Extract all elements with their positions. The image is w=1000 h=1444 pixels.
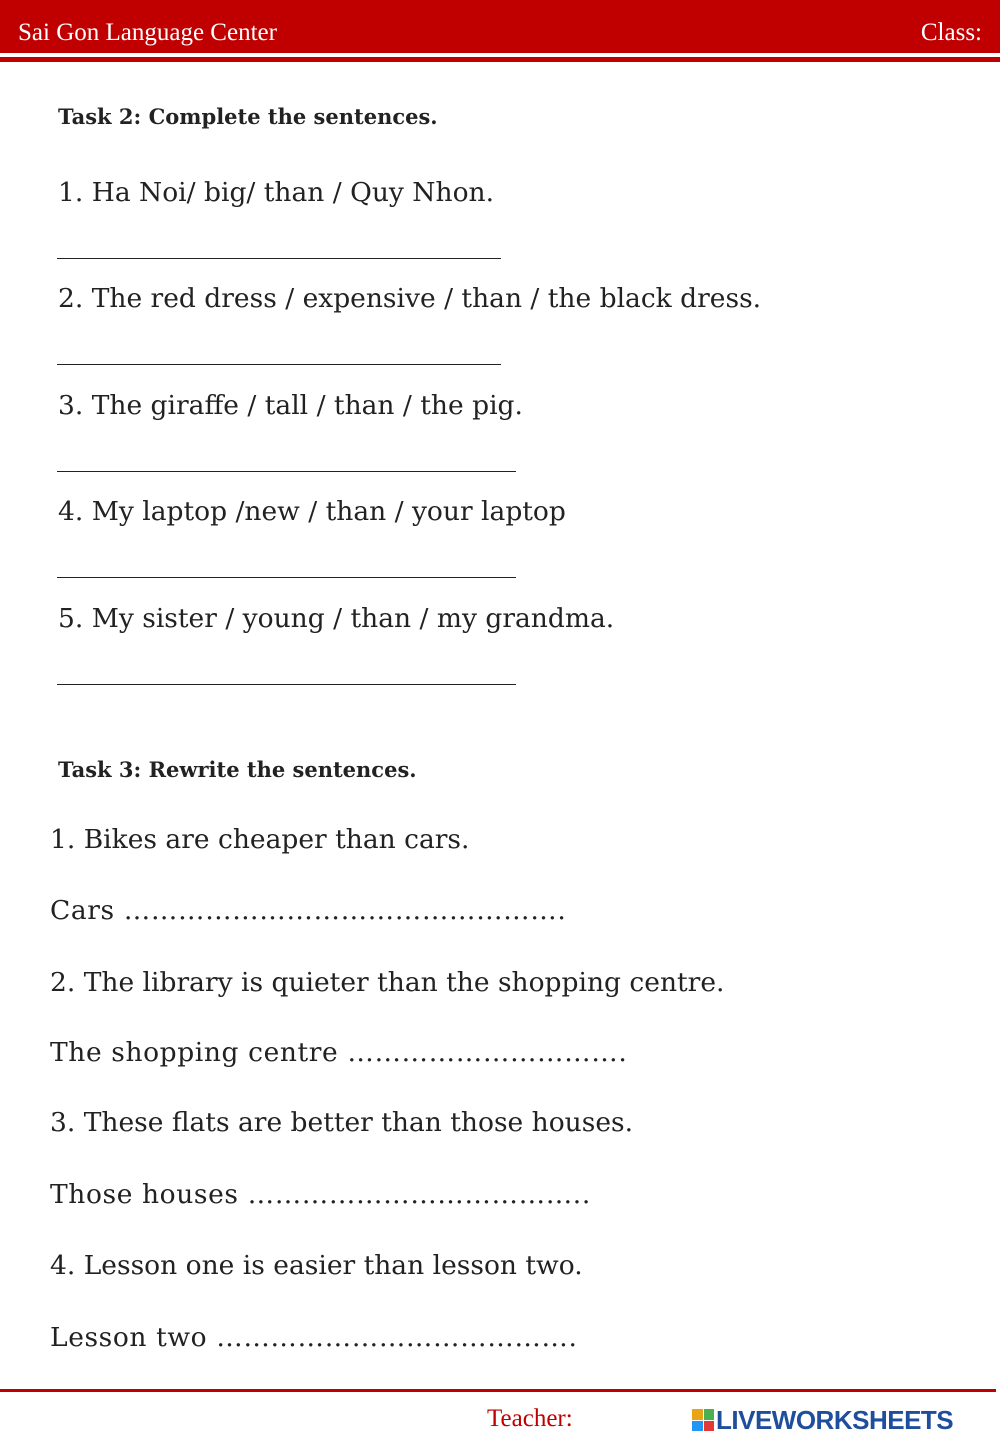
task3-item-2-prompt[interactable]: The shopping centre …………………………. [50, 1037, 628, 1068]
task2-answer-line-2[interactable] [57, 364, 501, 365]
task2-answer-line-5[interactable] [57, 684, 516, 685]
task3-item-4-prompt[interactable]: Lesson two …………………………………. [50, 1322, 578, 1353]
class-label: Class: [920, 19, 982, 46]
task3-item-2-sentence: 2. The library is quieter than the shopping centre. [50, 967, 725, 998]
task3-item-4-sentence: 4. Lesson one is easier than lesson two. [50, 1250, 583, 1281]
task3-item-1-prompt[interactable]: Cars …………………………………………. [50, 895, 567, 926]
task3-item-1-sentence: 1. Bikes are cheaper than cars. [50, 824, 470, 855]
footer-divider [0, 1389, 996, 1392]
task2-answer-line-3[interactable] [57, 471, 516, 472]
task3-item-3-prompt[interactable]: Those houses ……………………………….. [50, 1179, 591, 1210]
task3-title: Task 3: Rewrite the sentences. [58, 757, 417, 782]
task3-item-3-sentence: 3. These flats are better than those houses. [50, 1107, 634, 1138]
task2-item-1: 1. Ha Noi/ big/ than / Quy Nhon. [58, 177, 495, 208]
teacher-label: Teacher: [487, 1405, 573, 1432]
task2-item-4: 4. My laptop /new / than / your laptop [58, 496, 566, 527]
task2-answer-line-4[interactable] [57, 577, 516, 578]
task2-item-5: 5. My sister / young / than / my grandma. [58, 603, 615, 634]
liveworksheets-logo-text: LIVEWORKSHEETS [716, 1405, 954, 1435]
task2-title: Task 2: Complete the sentences. [58, 104, 438, 129]
task2-item-3: 3. The giraffe / tall / than / the pig. [58, 390, 523, 421]
task2-item-2: 2. The red dress / expensive / than / the black dress. [58, 283, 762, 314]
liveworksheets-logo [692, 1405, 953, 1435]
task2-answer-line-1[interactable] [57, 258, 501, 259]
center-name: Sai Gon Language Center [18, 19, 277, 46]
header-divider [0, 57, 1000, 62]
liveworksheets-logo-icon [692, 1409, 714, 1431]
